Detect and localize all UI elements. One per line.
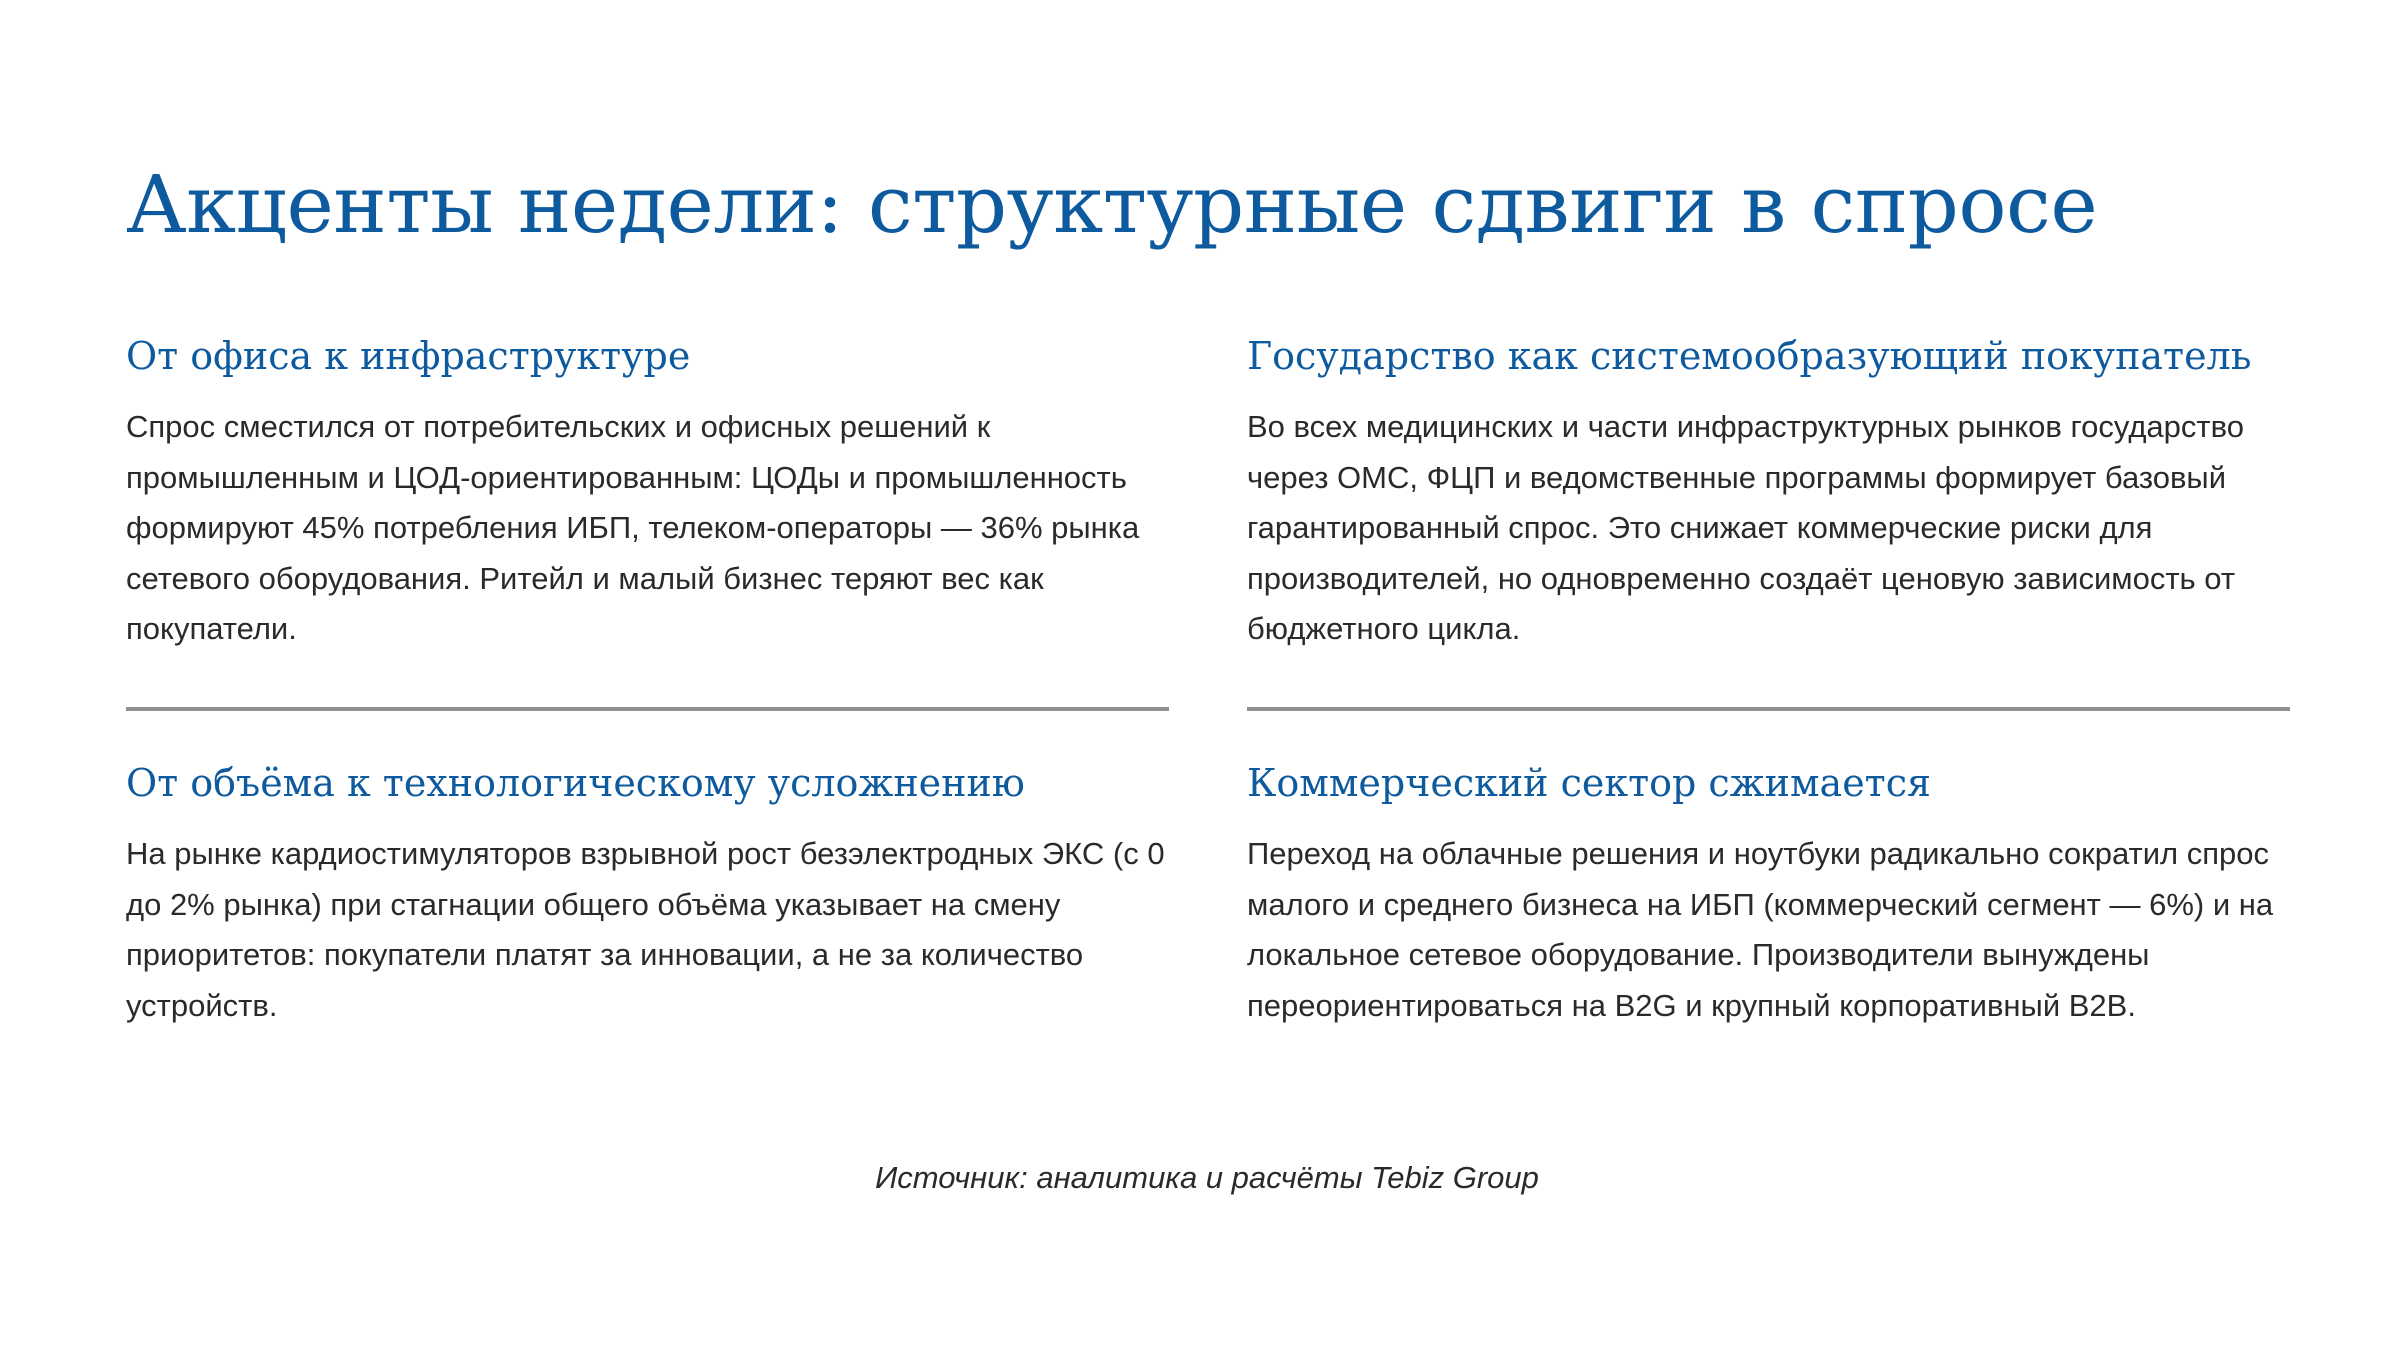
block-volume-to-technology xyxy=(126,755,1171,1031)
block-heading: От офиса к инфраструктуре xyxy=(126,334,691,378)
slide-title: Акценты недели: структурные сдвиги в спросе xyxy=(126,158,2098,251)
block-state-as-buyer xyxy=(1247,328,2292,655)
block-commercial-shrinks xyxy=(1247,755,2292,1031)
block-text: Спрос сместился от потребительских и офисных решений к промышленным и ЦОД-ориентированным: ЦОДы и промышленность формируют 45% потребления ИБП, телеком-операторы — 36% рынка сетевого оборудования. Ритейл и малый бизнес теряют вес как покупатели. xyxy=(126,409,1140,646)
block-heading: Государство как системообразующий покупатель xyxy=(1247,334,2252,378)
block-text: Переход на облачные решения и ноутбуки радикально сократил спрос малого и среднего бизнеса на ИБП (коммерческий сегмент — 6%) и на локальное сетевое оборудование. Производители вынуждены переориентироваться на B2G и крупный корпоративный B2B. xyxy=(1247,836,2274,1023)
block-text: На рынке кардиостимуляторов взрывной рост безэлектродных ЭКС (с 0 до 2% рынка) при стагнации общего объёма указывает на смену приоритетов: покупатели платят за инновации, а не за количество устройств. xyxy=(126,836,1165,1023)
block-text: Во всех медицинских и части инфраструктурных рынков государство через ОМС, ФЦП и ведомственные программы формирует базовый гарантированный спрос. Это снижает коммерческие риски для производителей, но одновременно создаёт ценовую зависимость от бюджетного цикла. xyxy=(1247,409,2244,646)
block-heading: От объёма к технологическому усложнению xyxy=(126,761,1025,805)
block-office-to-infrastructure xyxy=(126,328,1171,655)
divider-left xyxy=(126,707,1169,711)
block-heading: Коммерческий сектор сжимается xyxy=(1247,761,1931,805)
source-note: Источник: аналитика и расчёты Tebiz Group xyxy=(875,1160,1539,1195)
divider-right xyxy=(1247,707,2290,711)
